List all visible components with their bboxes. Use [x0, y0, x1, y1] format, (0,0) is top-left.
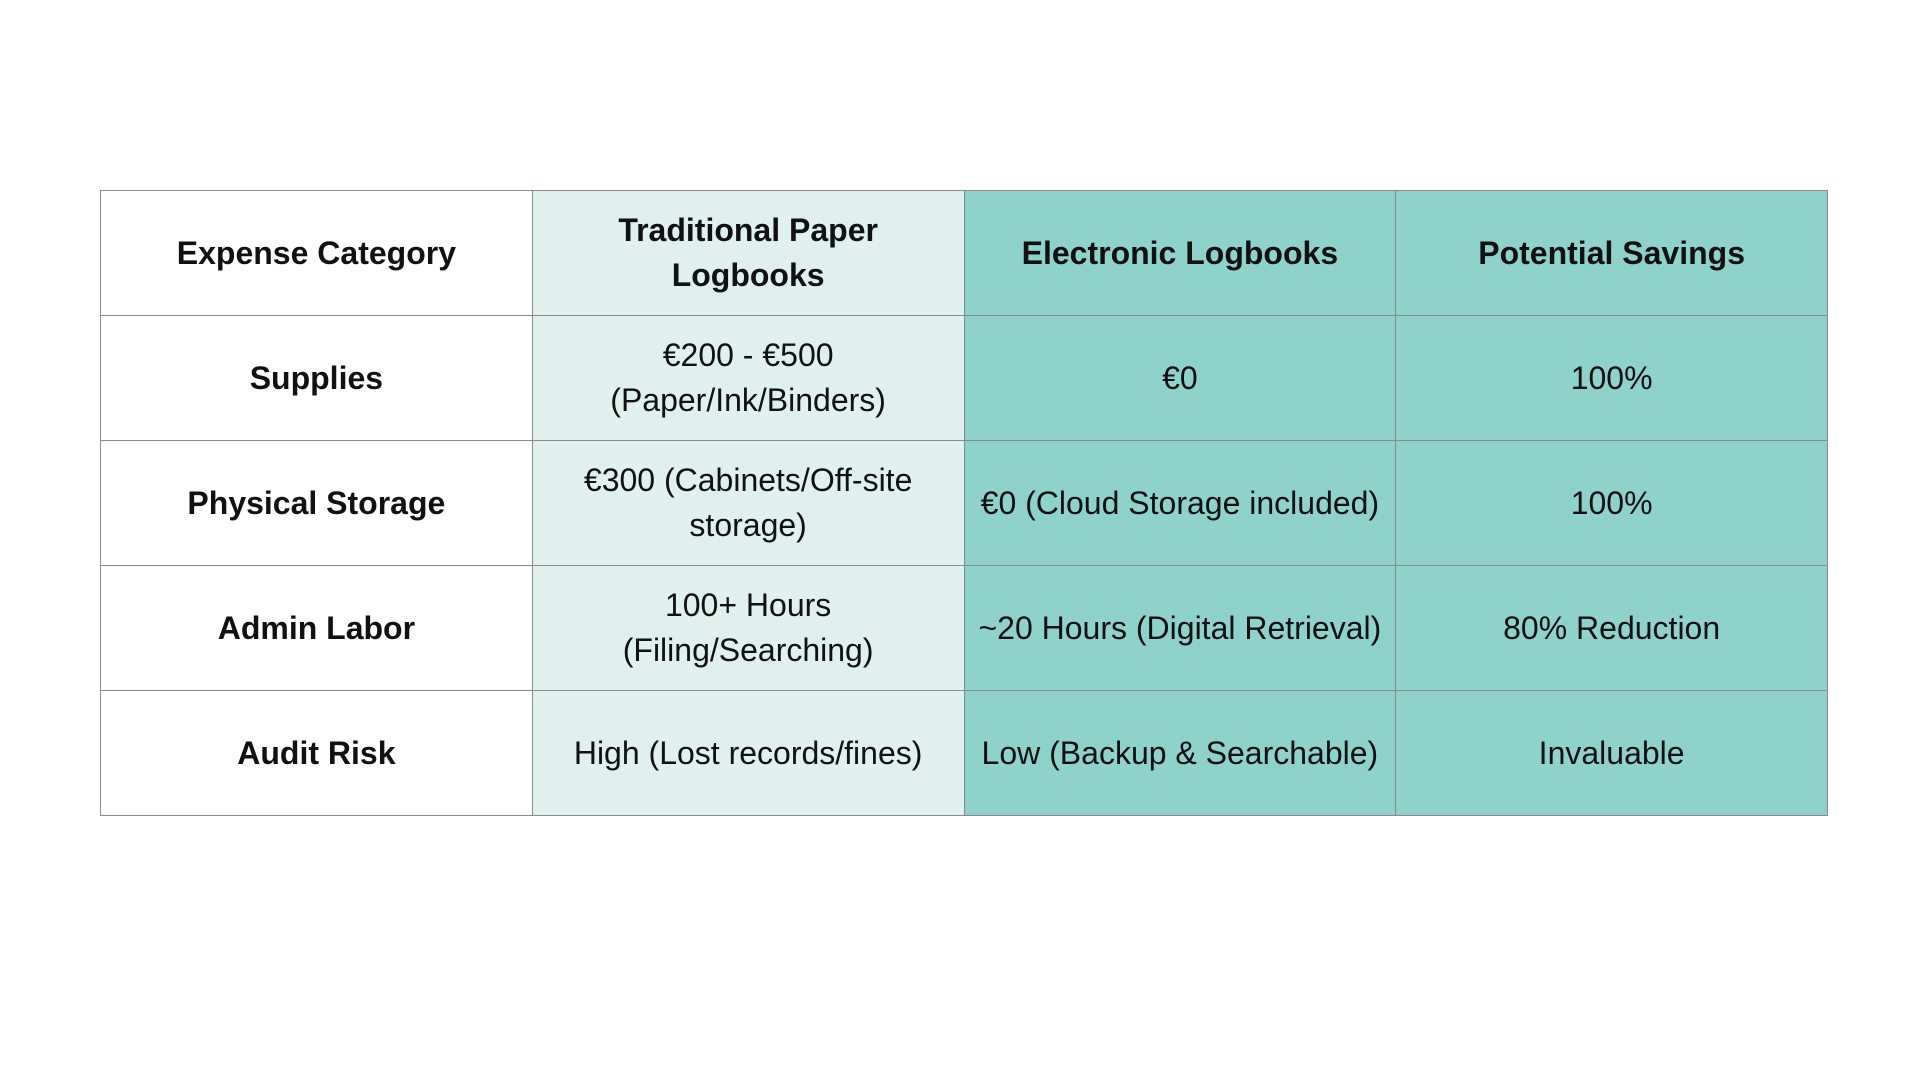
- cell-paper: €300 (Cabinets/Off-site storage): [532, 441, 964, 566]
- header-expense-category: Expense Category: [101, 191, 533, 316]
- table-row: [101, 691, 1828, 816]
- cell-category: Physical Storage: [101, 441, 533, 566]
- table-row: [101, 441, 1828, 566]
- table-row: [101, 566, 1828, 691]
- table-row: [101, 316, 1828, 441]
- cell-savings: Invaluable: [1396, 691, 1828, 816]
- comparison-table-container: [100, 190, 1828, 816]
- cell-paper: 100+ Hours (Filing/Searching): [532, 566, 964, 691]
- cell-electronic: €0 (Cloud Storage included): [964, 441, 1396, 566]
- table-header-row: [101, 191, 1828, 316]
- header-traditional-paper: Traditional Paper Logbooks: [532, 191, 964, 316]
- cell-electronic: Low (Backup & Searchable): [964, 691, 1396, 816]
- cell-category: Audit Risk: [101, 691, 533, 816]
- cell-paper: High (Lost records/fines): [532, 691, 964, 816]
- cell-category: Supplies: [101, 316, 533, 441]
- header-electronic-logbooks: Electronic Logbooks: [964, 191, 1396, 316]
- cost-comparison-table: [100, 190, 1828, 816]
- cell-electronic: €0: [964, 316, 1396, 441]
- cell-category: Admin Labor: [101, 566, 533, 691]
- header-potential-savings: Potential Savings: [1396, 191, 1828, 316]
- cell-savings: 100%: [1396, 316, 1828, 441]
- cell-savings: 100%: [1396, 441, 1828, 566]
- cell-savings: 80% Reduction: [1396, 566, 1828, 691]
- cell-paper: €200 - €500 (Paper/Ink/Binders): [532, 316, 964, 441]
- cell-electronic: ~20 Hours (Digital Retrieval): [964, 566, 1396, 691]
